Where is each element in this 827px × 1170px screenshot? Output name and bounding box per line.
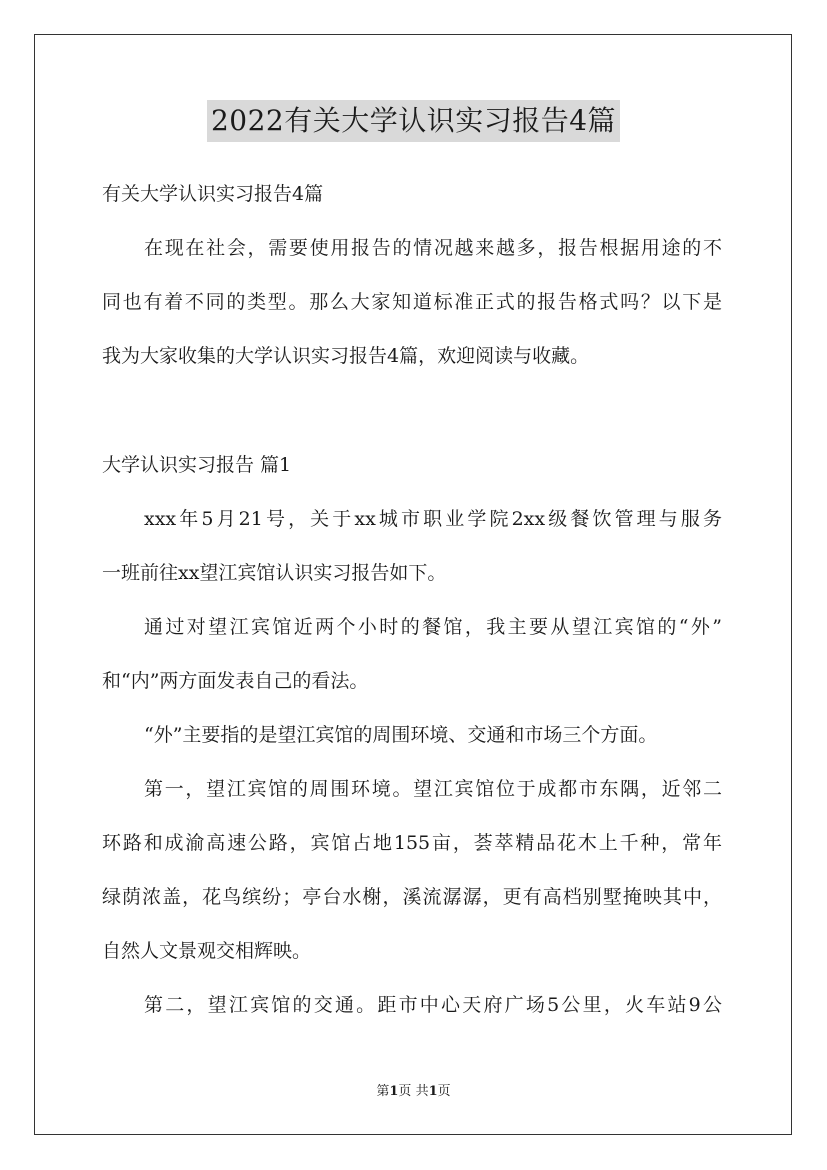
document-title: 2022有关大学认识实习报告4篇: [207, 100, 620, 142]
body-line-3: 通过对望江宾馆近两个小时的餐馆，我主要从望江宾馆的“外”: [144, 616, 722, 638]
footer-total-number: 1: [428, 1084, 438, 1099]
body-line-4: 和“内”两方面发表自己的看法。: [102, 670, 369, 692]
footer-page-unit: 页: [398, 1084, 412, 1099]
section-heading: 大学认识实习报告 篇1: [102, 454, 292, 476]
intro-line-2: 同也有着不同的类型。那么大家知道标准正式的报告格式吗？以下是: [102, 291, 722, 313]
intro-line-3: 我为大家收集的大学认识实习报告4篇，欢迎阅读与收藏。: [102, 345, 590, 367]
body-line-5: “外”主要指的是望江宾馆的周围环境、交通和市场三个方面。: [144, 724, 658, 746]
footer-page-prefix: 第: [376, 1084, 390, 1099]
body-line-9: 自然人文景观交相辉映。: [102, 940, 312, 962]
body-line-2: 一班前往xx望江宾馆认识实习报告如下。: [102, 562, 447, 584]
footer-total-unit: 页: [437, 1084, 451, 1099]
title-container: [0, 100, 827, 142]
body-line-10: 第二，望江宾馆的交通。距市中心天府广场5公里，火车站9公: [144, 994, 722, 1016]
document-subtitle: 有关大学认识实习报告4篇: [102, 183, 324, 205]
page-footer: [0, 1084, 827, 1100]
footer-page-number: 1: [389, 1084, 399, 1099]
intro-line-1: 在现在社会，需要使用报告的情况越来越多，报告根据用途的不: [144, 237, 722, 259]
body-line-7: 环路和成渝高速公路，宾馆占地155亩，荟萃精品花木上千种，常年: [102, 832, 722, 854]
body-line-6: 第一，望江宾馆的周围环境。望江宾馆位于成都市东隅，近邻二: [144, 778, 722, 800]
body-line-1: xxx年5月21号，关于xx城市职业学院2xx级餐饮管理与服务: [144, 508, 722, 530]
footer-total-prefix: 共: [415, 1084, 429, 1099]
body-line-8: 绿荫浓盖，花鸟缤纷；亭台水榭，溪流潺潺，更有高档别墅掩映其中，: [102, 886, 722, 908]
